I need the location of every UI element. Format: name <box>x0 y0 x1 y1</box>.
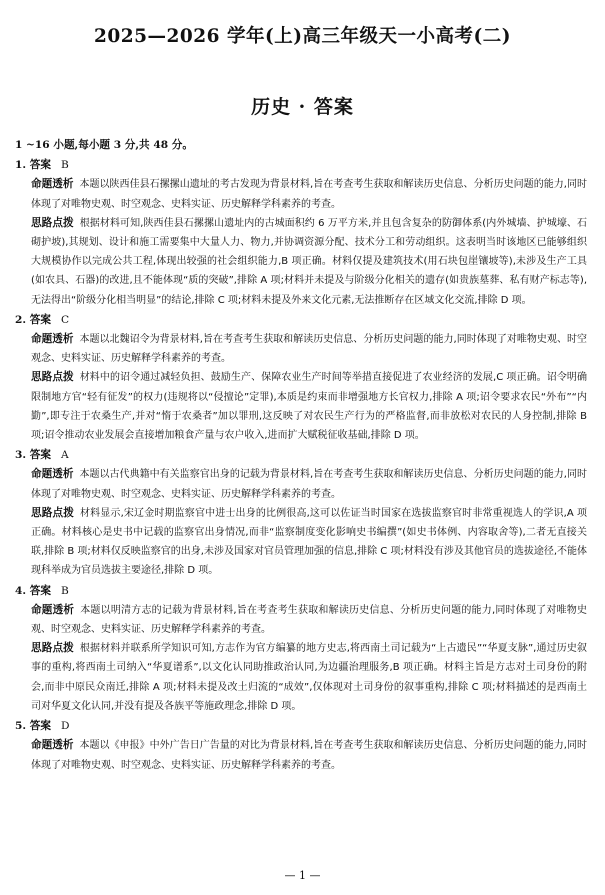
analysis-text: 本题以明清方志的记载为背景材料,旨在考查考生获取和解读历史信息、分析历史问题的能力,同时体现了对唯物史观、时空观念、史料实证、历史解释学科素养的考查。 <box>31 604 588 636</box>
analysis-text: 本题以陕西佳县石摞摞山遗址的考古发现为背景材料,旨在考查考生获取和解读历史信息、分析历史问题的能力,同时体现了对唯物史观、时空观念、史料实证、历史解释学科素养的考查。 <box>31 179 587 210</box>
question-block <box>15 311 587 445</box>
question-answer-line <box>15 717 587 736</box>
question-number: 4. <box>15 584 27 597</box>
page-number: — 1 — <box>284 869 321 882</box>
question-block <box>15 717 587 775</box>
analysis-paragraph <box>15 330 587 368</box>
question-list <box>15 156 587 775</box>
hint-paragraph <box>15 214 587 310</box>
analysis-text: 本题以北魏诏令为背景材料,旨在考查考生获取和解读历史信息、分析历史问题的能力,同时体现了对唯物史观、时空观念、史料实证、历史解释学科素养的考查。 <box>31 334 587 365</box>
hint-text: 根据材料可知,陕西佳县石摞摞山遗址内的古城面积约 6 万平方米,并且包含复杂的防御体系(内外城墙、护城壕、石砌护坡),其规划、设计和施工需要集中大量人力、物力,并协调资源分配、技术分工和劳动组织。这表明当时该地区已能够组织大规模协作以完成公共工程,体现出较强的社会组织能力,B 项正确。材料仅提及建筑技术(用石块包崖镶坡等),未涉及生产工具(如农具、石器)的改进,且不能体现“质的突破”,排除 A 项;材料并未提及与阶级分化相关的遗存(如贵族墓葬、私有财产标志等),无法得出“阶级分化相当明显”的结论,排除 C 项;材料未提及外来文化元素,无法推断存在区域文化交流,排除 D 项。 <box>31 217 588 306</box>
answer-letter: B <box>60 159 69 172</box>
hint-paragraph <box>15 368 587 445</box>
analysis-text: 本题以古代典籍中有关监察官出身的记载为背景材料,旨在考查考生获取和解读历史信息、分析历史问题的能力,同时体现了对唯物史观、时空观念、史料实证、历史解释学科素养的考查。 <box>31 469 587 500</box>
hint-text: 根据材料并联系所学知识可知,方志作为官方编纂的地方史志,将西南土司记载为“上古遗民”“华夏支脉”,通过历史叙事的重构,将西南土司纳入“华夏谱系”,以文化认同助推政治认同,为边疆治理服务,B 项正确。材料主旨是方志对土司身份的附会,而非中原民众南迁,排除 A 项;材料未提及改土归流的“成效”,仅体现对土司身份的叙事重构,排除 C 项;材料描述的是西南土司对华夏文化认同,并没有提及各族平等施政理念,排除 D 项。 <box>31 643 588 712</box>
question-answer-line <box>15 582 587 601</box>
answer-letter: D <box>60 720 70 733</box>
answer-letter: A <box>60 449 69 462</box>
question-number: 3. <box>15 449 27 462</box>
question-block <box>15 582 587 716</box>
hint-label: 思路点拨 <box>31 642 74 655</box>
answer-label: 答案 <box>29 720 51 733</box>
answers-body <box>15 136 587 775</box>
question-block <box>15 446 587 580</box>
hint-paragraph <box>15 504 587 581</box>
question-answer-line <box>15 156 587 175</box>
analysis-label: 命题透析 <box>31 468 74 481</box>
document-title: 2025—2026 学年(上)高三年级天一小高考(二) <box>94 26 511 47</box>
hint-text: 材料中的诏令通过减轻负担、鼓励生产、保障农业生产时间等举措直接促进了农业经济的发展,C 项正确。诏令明确限制地方官“轻有征发”的权力(违规将以“侵擅论”定罪),本质是约束而非增强地方长官权力,排除 A 项;诏令要求农民“外布”“内勤”,即专注于农桑生产,并对“惰于农桑者”加以罪刑,这反映了对农民生产行为的严格监督,而非放松对农民的人身控制,排除 B 项;诏令推动农业发展会直接增加粮食产量与农户收入,进而扩大赋税征收基础,排除 D 项。 <box>31 372 588 442</box>
hint-label: 思路点拨 <box>31 506 74 519</box>
hint-paragraph <box>15 639 587 716</box>
analysis-paragraph <box>15 465 587 503</box>
answer-label: 答案 <box>29 159 51 172</box>
answer-label: 答案 <box>29 584 51 597</box>
question-number: 1. <box>15 159 27 172</box>
answer-letter: C <box>60 313 70 326</box>
question-number: 5. <box>15 720 27 733</box>
document-subtitle: 历史 · 答案 <box>251 96 354 118</box>
question-number: 2. <box>15 313 27 326</box>
analysis-paragraph <box>15 736 587 774</box>
analysis-label: 命题透析 <box>31 603 75 616</box>
hint-text: 材料显示,宋辽金时期监察官中进士出身的比例很高,这可以佐证当时国家在选拔监察官时非常重视选人的学识,A 项正确。材料核心是史书中记载的监察官出身情况,而非“监察制度变化影响史书编撰”(如史书体例、内容取舍等),二者无直接关联,排除 B 项;材料仅反映监察官的出身,未涉及国家对官员管理加强的信息,排除 C 项;材料没有涉及其他官员的选拔途径,不能体现科举成为官员选拔主要途径,排除 D 项。 <box>31 507 588 577</box>
analysis-label: 命题透析 <box>31 178 74 191</box>
analysis-label: 命题透析 <box>31 333 74 346</box>
answer-label: 答案 <box>29 449 51 462</box>
answer-letter: B <box>60 584 69 597</box>
analysis-label: 命题透析 <box>31 739 74 752</box>
analysis-text: 本题以《申报》中外广告日广告量的对比为背景材料,旨在考查考生获取和解读历史信息、分析历史问题的能力,同时体现了对唯物史观、时空观念、史料实证、历史解释学科素养的考查。 <box>31 740 587 771</box>
question-answer-line <box>15 311 587 330</box>
analysis-paragraph <box>15 175 587 213</box>
section-intro: 1 ~16 小题,每小题 3 分,共 48 分。 <box>15 139 193 151</box>
analysis-paragraph <box>15 601 587 639</box>
answer-label: 答案 <box>29 313 51 326</box>
question-answer-line <box>15 446 587 465</box>
hint-label: 思路点拨 <box>31 371 74 384</box>
hint-label: 思路点拨 <box>31 216 74 229</box>
question-block <box>15 156 587 310</box>
